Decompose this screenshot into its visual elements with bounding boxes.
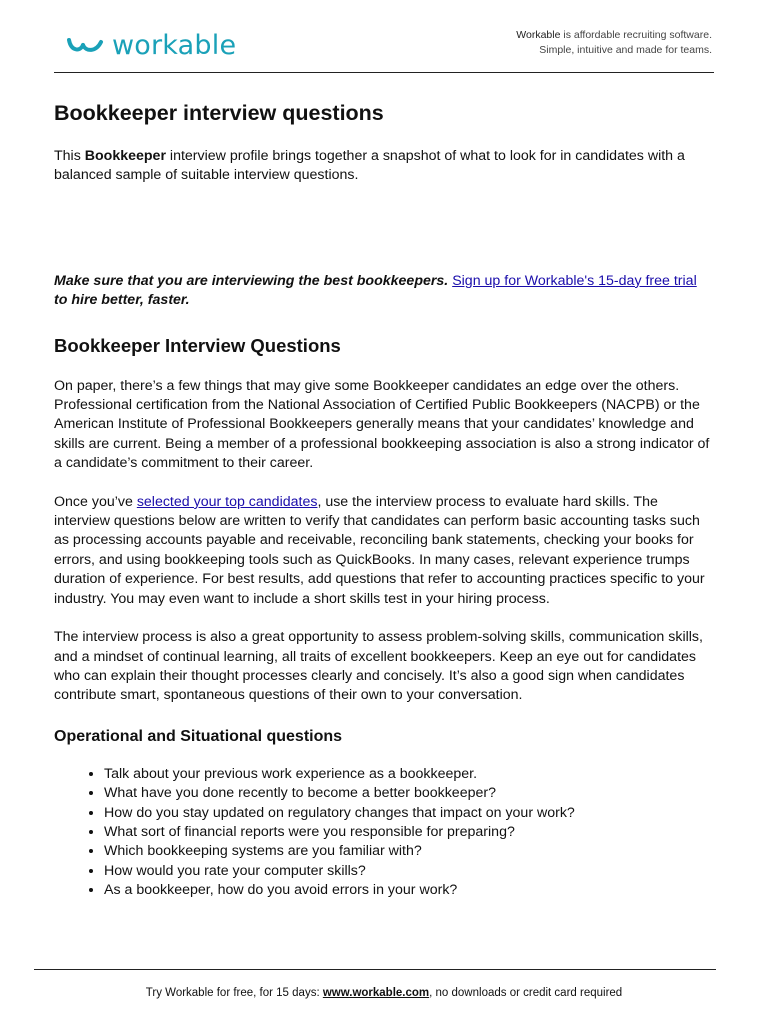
document-body <box>54 96 714 901</box>
workable-logo-icon <box>66 34 106 58</box>
paragraph-soft-skills: The interview process is also a great opportunity to assess problem-solving skills, communication skills, and a mindset of continual learning, all traits of excellent bookkeepers. Keep an eye out for candidates who can explain their thought processes clearly and concisely. It’s also a good sign when candidates contribute smart, spontaneous questions of their own to your conversation. <box>54 629 703 704</box>
tagline-line-2: Simple, intuitive and made for teams. <box>539 44 712 56</box>
intro-prefix: This <box>54 148 85 164</box>
header-divider <box>54 72 714 73</box>
selected-candidates-link[interactable]: selected your top candidates <box>136 493 318 510</box>
list-item: • How do you stay updated on regulatory changes that impact on your work? <box>104 804 714 823</box>
intro-bold: Bookkeeper <box>84 148 166 164</box>
subsection-title: Operational and Situational questions <box>54 727 343 745</box>
paragraph-hard-skills <box>54 493 714 609</box>
page-header <box>54 28 714 72</box>
footer-divider <box>34 969 716 970</box>
intro-paragraph <box>54 147 714 186</box>
cta-lead: Make sure that you are interviewing the best bookkeepers. <box>54 272 449 289</box>
logo-wordmark: workable <box>112 30 237 61</box>
header-tagline <box>516 28 712 58</box>
list-item: • Talk about your previous work experience as a bookkeeper. <box>104 765 714 784</box>
paragraph-qualifications: On paper, there’s a few things that may give some Bookkeeper candidates an edge over the others. Professional certification from the National Association of Certified Public Bookkeepers (NACPB) or the American Institute of Professional Bookkeepers generally means that your candidates’ knowledge and skills are current. Being a member of a professional bookkeeping association is also a strong indicator of a candidate’s commitment to their career. <box>54 377 710 472</box>
list-item: • Which bookkeeping systems are you familiar with? <box>104 842 714 861</box>
page-title: Bookkeeper interview questions <box>54 101 384 125</box>
question-list <box>54 765 714 901</box>
section-title: Bookkeeper Interview Questions <box>54 334 341 356</box>
footer-suffix: , no downloads or credit card required <box>429 987 623 999</box>
cta-paragraph <box>54 272 714 311</box>
footer-prefix: Try Workable for free, for 15 days: <box>145 987 323 999</box>
cta-tail: to hire better, faster. <box>54 292 190 309</box>
tagline-line-1 <box>516 28 712 43</box>
workable-site-link[interactable]: www.workable.com <box>322 987 430 999</box>
free-trial-link[interactable]: Sign up for Workable's 15-day free trial <box>452 272 697 289</box>
list-item: • What sort of financial reports were you responsible for preparing? <box>104 823 714 842</box>
list-item: • How would you rate your computer skills? <box>104 862 714 881</box>
page-footer <box>0 987 768 999</box>
intro-suffix: interview profile brings together a snapshot of what to look for in candidates with a balanced sample of suitable interview questions. <box>54 148 685 184</box>
list-item: • As a bookkeeper, how do you avoid errors in your work? <box>104 881 714 900</box>
paragraph-2-prefix: Once you’ve <box>54 493 137 510</box>
workable-logo[interactable] <box>66 30 236 61</box>
paragraph-2-suffix: , use the interview process to evaluate hard skills. The interview questions below are written to verify that candidates can perform basic accounting tasks such as processing accounts payable and receivable, reconciling bank statements, checking your books for errors, and using bookkeeping tools such as QuickBooks. In many cases, relevant experience trumps duration of experience. For best results, add questions that refer to accounting practices specific to your industry. You may even want to include a short skills test in your hiring process. <box>54 493 705 607</box>
list-item: • What have you done recently to become a better bookkeeper? <box>104 784 714 803</box>
tagline-brand: Workable <box>516 29 561 41</box>
tagline-line-1-text: is affordable recruiting software. <box>560 29 712 41</box>
